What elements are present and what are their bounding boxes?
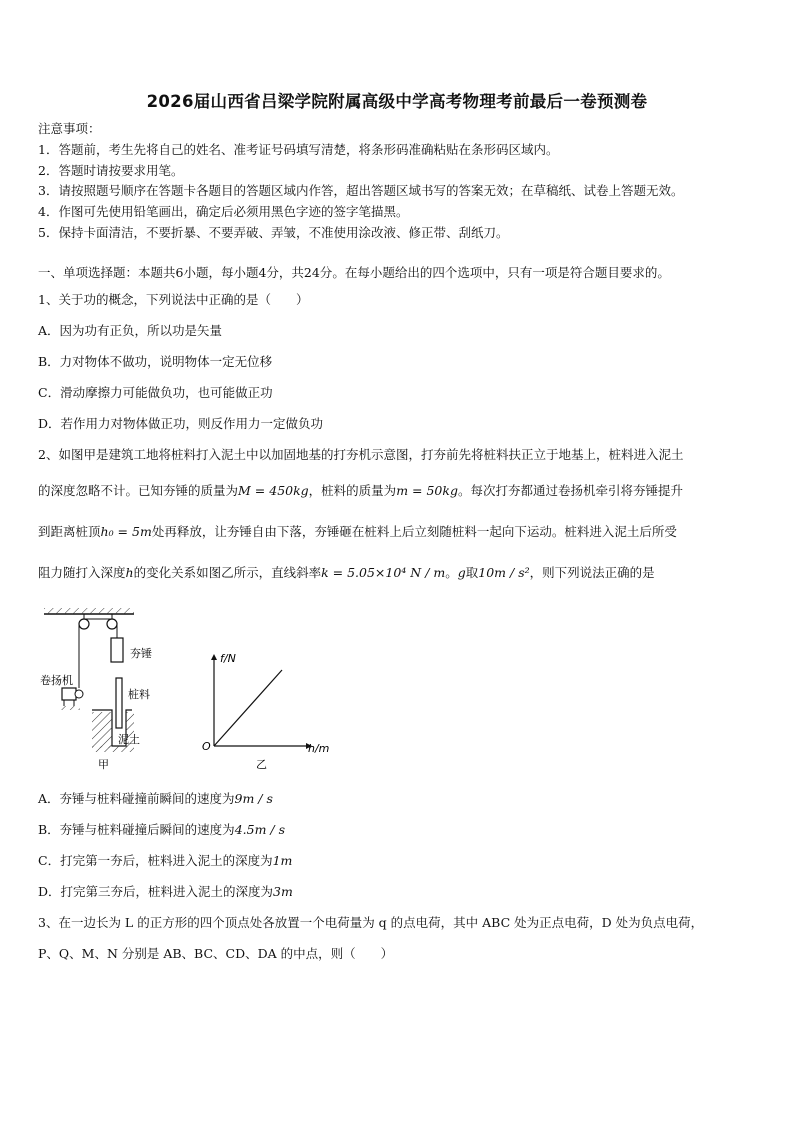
q2-option-d-text: D．打完第三夯后，桩料进入泥土的深度为 bbox=[38, 884, 274, 899]
pulley-left bbox=[79, 619, 89, 629]
q2-option-b bbox=[38, 822, 285, 838]
q2-line-2-a: 的深度忽略不计。已知夯锤的质量为 bbox=[38, 483, 239, 498]
q1-option-c: C．滑动摩擦力可能做负功，也可能做正功 bbox=[38, 385, 273, 400]
q2-g-value: 10m / s² bbox=[478, 565, 530, 580]
q2-line-3-a: 到距离桩顶 bbox=[38, 524, 101, 539]
q2-option-a-value: 9m / s bbox=[234, 791, 273, 806]
q2-line-4-d: 取 bbox=[465, 565, 479, 580]
label-jia: 甲 bbox=[98, 758, 109, 771]
q2-option-b-text: B．夯锤与桩料碰撞后瞬间的速度为 bbox=[38, 822, 235, 837]
q2-option-c-value: 1m bbox=[272, 853, 293, 868]
q2-depth-symbol: h bbox=[125, 565, 134, 580]
notice-heading: 注意事项： bbox=[38, 121, 101, 136]
notice-item-1: 1．答题前，考生先将自己的姓名、准考证号码填写清楚，将条形码准确粘贴在条形码区域内。 bbox=[38, 142, 559, 157]
f-h-line bbox=[214, 670, 282, 746]
notice-item-2: 2．答题时请按要求用笔。 bbox=[38, 163, 184, 178]
q2-line-2 bbox=[38, 483, 683, 499]
q1-stem: 1、关于功的概念，下列说法中正确的是（ ） bbox=[38, 292, 309, 307]
notice-item-3: 3．请按照题号顺序在答题卡各题目的答题区域内作答，超出答题区域书写的答案无效；在草稿纸、试卷上答题无效。 bbox=[38, 183, 684, 198]
q2-line-3-b: 处再释放，让夯锤自由下落，夯锤砸在桩料上后立刻随桩料一起向下运动。桩料进入泥土后所受 bbox=[151, 524, 677, 539]
q1-option-d: D．若作用力对物体做正功，则反作用力一定做负功 bbox=[38, 416, 324, 431]
q2-option-a bbox=[38, 791, 273, 807]
q2-option-d-value: 3m bbox=[273, 884, 293, 899]
q2-line-4-e: ，则下列说法正确的是 bbox=[529, 565, 655, 580]
q2-line-2-c: 。每次打夯都通过卷扬机牵引将夯锤提升 bbox=[457, 483, 683, 498]
q2-line-4-a: 阻力随打入深度 bbox=[38, 565, 126, 580]
label-yi: 乙 bbox=[256, 758, 267, 771]
section-heading: 一、单项选择题：本题共6小题，每小题4分，共24分。在每小题给出的四个选项中，只有一项是符合题目要求的。 bbox=[38, 265, 670, 280]
label-hammer: 夯锤 bbox=[130, 647, 152, 660]
q2-option-c bbox=[38, 853, 292, 869]
q2-line-4-b: 的变化关系如图乙所示，直线斜率 bbox=[133, 565, 322, 580]
q3-line-2: P、Q、M、N 分别是 AB、BC、CD、DA 的中点，则（ ） bbox=[38, 946, 394, 961]
pile bbox=[116, 678, 122, 728]
notice-item-4: 4．作图可先使用铅笔画出，确定后必须用黑色字迹的签字笔描黑。 bbox=[38, 204, 409, 219]
label-soil: 泥土 bbox=[118, 733, 140, 746]
hammer bbox=[111, 638, 123, 662]
q2-mass-pile: m = 50kg bbox=[396, 483, 458, 498]
label-winch: 卷扬机 bbox=[40, 674, 73, 687]
q3-line-1: 3、在一边长为 L 的正方形的四个顶点处各放置一个电荷量为 q 的点电荷，其中 ABC 处为正点电荷，D 处为负点电荷， bbox=[38, 915, 704, 930]
q2-figure-svg bbox=[38, 606, 348, 776]
q2-option-a-text: A．夯锤与桩料碰撞前瞬间的速度为 bbox=[38, 791, 235, 806]
ceiling bbox=[44, 608, 134, 614]
q2-slope: k = 5.05×10⁴ N / m bbox=[321, 565, 446, 580]
x-axis-label: h/m bbox=[308, 742, 330, 755]
q2-option-b-value: 4.5m / s bbox=[234, 822, 285, 837]
q2-figure bbox=[38, 606, 348, 776]
q1-option-a: A．因为功有正负，所以功是矢量 bbox=[38, 323, 223, 338]
q2-line-4-c: 。 bbox=[445, 565, 458, 580]
graph-yi bbox=[202, 652, 329, 771]
label-pile: 桩料 bbox=[128, 688, 150, 701]
q1-option-b: B．力对物体不做功，说明物体一定无位移 bbox=[38, 354, 273, 369]
origin-label: O bbox=[202, 740, 211, 753]
q2-line-4 bbox=[38, 565, 655, 581]
notice-item-5: 5．保持卡面清洁，不要折暴、不要弄破、弄皱，不准使用涂改液、修正带、刮纸刀。 bbox=[38, 225, 509, 240]
page-title: 2026届山西省吕梁学院附属高级中学高考物理考前最后一卷预测卷 bbox=[146, 92, 648, 111]
q2-option-d bbox=[38, 884, 293, 900]
q2-line-3 bbox=[38, 524, 677, 540]
q2-g-symbol: g bbox=[457, 565, 466, 580]
q2-line-2-b: ，桩料的质量为 bbox=[308, 483, 397, 498]
winch bbox=[58, 688, 83, 710]
pulley-right bbox=[107, 619, 117, 629]
q2-option-c-text: C．打完第一夯后，桩料进入泥土的深度为 bbox=[38, 853, 273, 868]
y-axis-label: f/N bbox=[220, 652, 236, 665]
q2-height: h₀ = 5m bbox=[100, 524, 152, 539]
q2-mass-hammer: M = 450kg bbox=[238, 483, 309, 498]
q2-line-1: 2、如图甲是建筑工地将桩料打入泥土中以加固地基的打夯机示意图，打夯前先将桩料扶正立于地基上，桩料进入泥土 bbox=[38, 447, 684, 462]
